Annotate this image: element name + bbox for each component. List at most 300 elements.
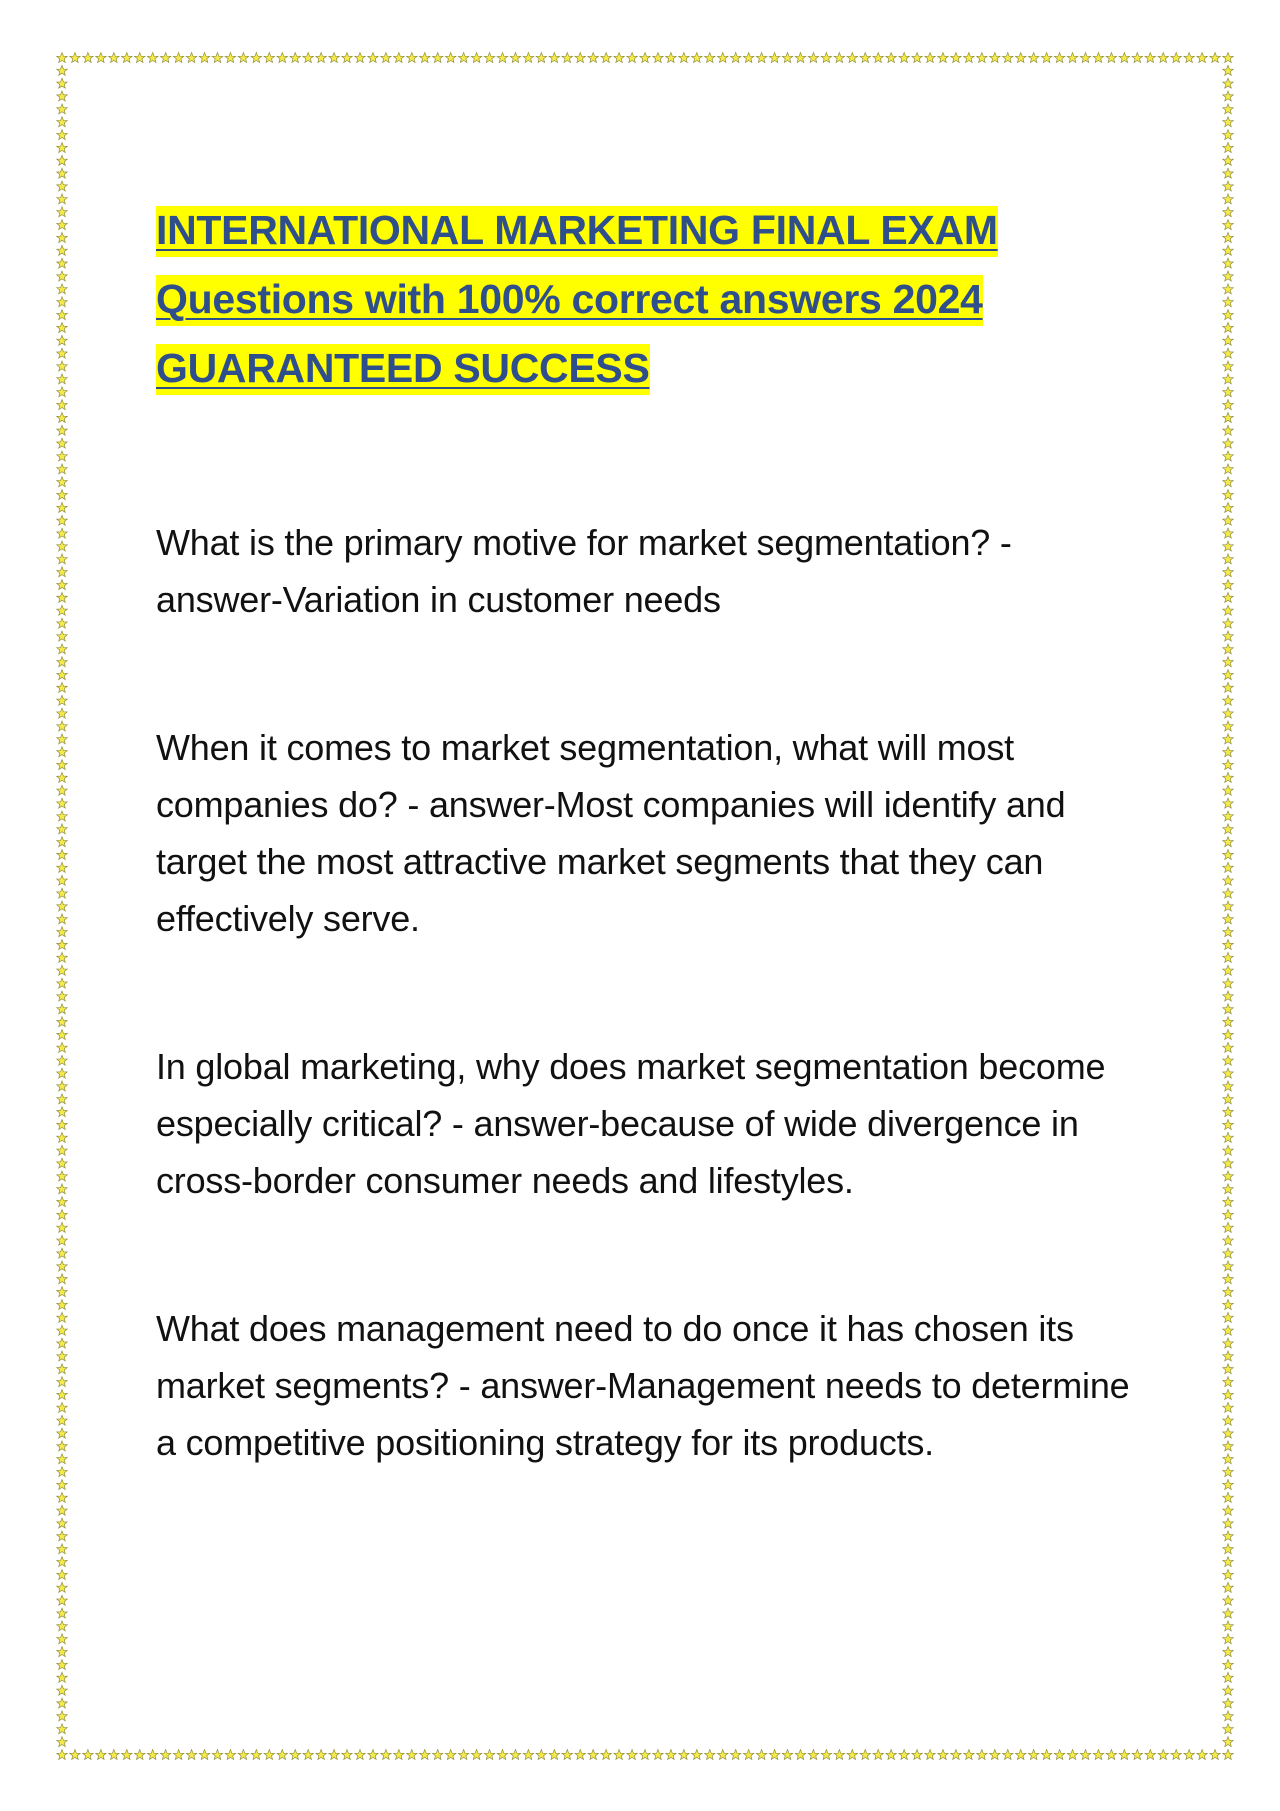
star-icon xyxy=(57,142,68,152)
star-icon xyxy=(990,52,1001,62)
star-icon xyxy=(1223,52,1234,62)
star-icon xyxy=(705,1749,716,1759)
star-icon xyxy=(57,927,68,937)
star-icon xyxy=(1223,1197,1234,1207)
star-icon xyxy=(57,1042,68,1052)
star-icon xyxy=(1223,1479,1234,1489)
star-icon xyxy=(1054,1749,1065,1759)
star-icon xyxy=(899,52,910,62)
star-icon xyxy=(925,52,936,62)
star-icon xyxy=(1223,1184,1234,1194)
star-icon xyxy=(57,708,68,718)
star-icon xyxy=(1223,1724,1234,1734)
star-icon xyxy=(1223,78,1234,88)
star-icon xyxy=(1223,708,1234,718)
star-icon xyxy=(368,1749,379,1759)
star-icon xyxy=(938,52,949,62)
star-icon xyxy=(1158,1749,1169,1759)
star-icon xyxy=(1028,1749,1039,1759)
star-icon xyxy=(1223,1685,1234,1695)
star-icon xyxy=(1223,207,1234,217)
star-icon xyxy=(290,1749,301,1759)
star-icon xyxy=(1223,155,1234,165)
star-icon xyxy=(1223,785,1234,795)
star-icon xyxy=(342,52,353,62)
star-icon xyxy=(1210,52,1221,62)
star-icon xyxy=(549,1749,560,1759)
star-icon xyxy=(1223,592,1234,602)
star-icon xyxy=(1223,618,1234,628)
star-icon xyxy=(1223,644,1234,654)
star-icon xyxy=(57,901,68,911)
star-icon xyxy=(1223,1672,1234,1682)
star-icon xyxy=(951,1749,962,1759)
star-icon xyxy=(1223,837,1234,847)
star-icon xyxy=(238,1749,249,1759)
star-icon xyxy=(717,52,728,62)
star-icon xyxy=(1223,1582,1234,1592)
star-icon xyxy=(57,1454,68,1464)
star-icon xyxy=(1223,1390,1234,1400)
star-icon xyxy=(1223,1068,1234,1078)
star-icon xyxy=(316,52,327,62)
star-icon xyxy=(1223,1402,1234,1412)
star-icon xyxy=(653,1749,664,1759)
star-icon xyxy=(1223,901,1234,911)
star-icon xyxy=(57,207,68,217)
star-icon xyxy=(57,1132,68,1142)
star-icon xyxy=(57,1055,68,1065)
star-icon xyxy=(1223,1505,1234,1515)
star-icon xyxy=(57,1737,68,1747)
star-icon xyxy=(199,1749,210,1759)
star-icon xyxy=(1223,528,1234,538)
star-icon xyxy=(1223,605,1234,615)
star-icon xyxy=(1223,477,1234,487)
star-icon xyxy=(717,1749,728,1759)
qa-item: What is the primary motive for market segmentation? - answer-Variation in customer needs xyxy=(156,522,1012,620)
star-icon xyxy=(57,1197,68,1207)
star-icon xyxy=(1132,1749,1143,1759)
star-icon xyxy=(57,1351,68,1361)
star-icon xyxy=(57,387,68,397)
star-icon xyxy=(588,52,599,62)
star-icon xyxy=(394,1749,405,1759)
star-icon xyxy=(57,862,68,872)
star-icon xyxy=(277,1749,288,1759)
star-icon xyxy=(57,1030,68,1040)
star-icon xyxy=(57,271,68,281)
star-icon xyxy=(57,168,68,178)
star-icon xyxy=(57,631,68,641)
star-icon xyxy=(57,914,68,924)
star-icon xyxy=(1223,117,1234,127)
star-icon xyxy=(1223,451,1234,461)
star-icon xyxy=(57,991,68,1001)
star-icon xyxy=(122,1749,133,1759)
star-icon xyxy=(1223,965,1234,975)
star-icon xyxy=(1184,1749,1195,1759)
star-icon xyxy=(1223,412,1234,422)
star-icon xyxy=(57,760,68,770)
star-icon xyxy=(57,1402,68,1412)
star-icon xyxy=(1223,438,1234,448)
star-icon xyxy=(57,657,68,667)
star-icon xyxy=(1158,52,1169,62)
star-icon xyxy=(1223,1595,1234,1605)
star-icon xyxy=(1223,322,1234,332)
star-icon xyxy=(938,1749,949,1759)
star-icon xyxy=(614,1749,625,1759)
star-icon xyxy=(57,605,68,615)
star-icon xyxy=(1223,695,1234,705)
star-icon xyxy=(57,1107,68,1117)
star-icon xyxy=(1223,335,1234,345)
star-icon xyxy=(1080,52,1091,62)
star-icon xyxy=(57,1004,68,1014)
star-icon xyxy=(964,52,975,62)
star-icon xyxy=(83,1749,94,1759)
star-icon xyxy=(847,1749,858,1759)
star-icon xyxy=(666,1749,677,1759)
star-icon xyxy=(57,335,68,345)
star-icon xyxy=(458,1749,469,1759)
star-icon xyxy=(1223,541,1234,551)
star-icon xyxy=(964,1749,975,1759)
star-icon xyxy=(57,1068,68,1078)
star-icon xyxy=(1067,52,1078,62)
star-icon xyxy=(1223,1454,1234,1464)
star-icon xyxy=(57,837,68,847)
star-icon xyxy=(355,1749,366,1759)
star-icon xyxy=(1223,1325,1234,1335)
star-icon xyxy=(57,1608,68,1618)
star-icon xyxy=(1145,1749,1156,1759)
star-icon xyxy=(743,52,754,62)
star-icon xyxy=(70,52,81,62)
star-icon xyxy=(57,1441,68,1451)
star-icon xyxy=(653,52,664,62)
star-icon xyxy=(57,1505,68,1515)
star-icon xyxy=(1223,1698,1234,1708)
star-icon xyxy=(381,1749,392,1759)
star-icon xyxy=(407,1749,418,1759)
star-icon xyxy=(1223,721,1234,731)
star-icon xyxy=(57,965,68,975)
star-icon xyxy=(601,1749,612,1759)
star-icon xyxy=(1223,1222,1234,1232)
star-icon xyxy=(1223,1377,1234,1387)
star-icon xyxy=(57,502,68,512)
star-icon xyxy=(212,52,223,62)
star-icon xyxy=(329,52,340,62)
star-icon xyxy=(1223,1210,1234,1220)
star-icon xyxy=(1223,580,1234,590)
star-icon xyxy=(1223,670,1234,680)
star-icon xyxy=(1223,387,1234,397)
star-icon xyxy=(1223,1351,1234,1361)
star-icon xyxy=(1093,1749,1104,1759)
star-icon xyxy=(419,1749,430,1759)
star-icon xyxy=(57,1235,68,1245)
star-icon xyxy=(57,412,68,422)
star-icon xyxy=(109,1749,120,1759)
star-icon xyxy=(57,245,68,255)
star-icon xyxy=(562,52,573,62)
star-icon xyxy=(57,1724,68,1734)
star-icon xyxy=(57,618,68,628)
star-icon xyxy=(1223,927,1234,937)
star-icon xyxy=(834,1749,845,1759)
star-icon xyxy=(730,52,741,62)
star-icon xyxy=(57,1428,68,1438)
star-icon xyxy=(57,477,68,487)
star-icon xyxy=(134,1749,145,1759)
star-icon xyxy=(57,1621,68,1631)
star-icon xyxy=(1119,1749,1130,1759)
star-icon xyxy=(186,52,197,62)
star-icon xyxy=(57,155,68,165)
star-icon xyxy=(1223,348,1234,358)
star-icon xyxy=(57,361,68,371)
star-icon xyxy=(1223,1441,1234,1451)
star-icon xyxy=(57,978,68,988)
star-icon xyxy=(860,52,871,62)
star-icon xyxy=(57,1210,68,1220)
star-icon xyxy=(57,220,68,230)
qa-item: When it comes to market segmentation, what will most companies do? - answer-Most companies will identify and target the most attractive market segments that they can effectively serve. xyxy=(156,727,1066,939)
star-icon xyxy=(1223,1711,1234,1721)
star-icon xyxy=(57,1158,68,1168)
star-icon xyxy=(1223,258,1234,268)
star-icon xyxy=(1223,1647,1234,1657)
star-icon xyxy=(109,52,120,62)
star-icon xyxy=(57,1698,68,1708)
star-icon xyxy=(57,875,68,885)
star-icon xyxy=(57,592,68,602)
star-icon xyxy=(57,644,68,654)
star-icon xyxy=(251,1749,262,1759)
star-icon xyxy=(1223,850,1234,860)
star-icon xyxy=(57,515,68,525)
star-icon xyxy=(407,52,418,62)
star-icon xyxy=(57,554,68,564)
star-icon xyxy=(147,52,158,62)
star-icon xyxy=(497,52,508,62)
qa-item: In global marketing, why does market segmentation become especially critical? - answer-because of wide divergence in cross-border consumer needs and lifestyles. xyxy=(156,1046,1106,1201)
star-icon xyxy=(1223,425,1234,435)
star-icon xyxy=(57,1479,68,1489)
star-icon xyxy=(57,1287,68,1297)
star-icon xyxy=(1197,52,1208,62)
star-icon xyxy=(57,670,68,680)
star-icon xyxy=(57,567,68,577)
star-icon xyxy=(1093,52,1104,62)
title-line: Questions with 100% correct answers 2024 xyxy=(156,275,983,326)
star-icon xyxy=(316,1749,327,1759)
star-icon xyxy=(57,940,68,950)
star-icon xyxy=(1223,978,1234,988)
star-icon xyxy=(57,1312,68,1322)
star-icon xyxy=(1223,1171,1234,1181)
star-icon xyxy=(57,117,68,127)
star-icon xyxy=(57,1569,68,1579)
star-icon xyxy=(1223,1030,1234,1040)
star-icon xyxy=(1119,52,1130,62)
star-icon xyxy=(1223,1518,1234,1528)
star-icon xyxy=(57,1647,68,1657)
title-line: GUARANTEED SUCCESS xyxy=(156,344,650,395)
star-icon xyxy=(1145,52,1156,62)
star-icon xyxy=(1223,747,1234,757)
star-icon xyxy=(57,1672,68,1682)
star-icon xyxy=(57,772,68,782)
star-icon xyxy=(1223,682,1234,692)
star-icon xyxy=(588,1749,599,1759)
star-icon xyxy=(1080,1749,1091,1759)
star-icon xyxy=(173,1749,184,1759)
star-icon xyxy=(1171,52,1182,62)
star-icon xyxy=(57,1145,68,1155)
star-icon xyxy=(1223,1042,1234,1052)
star-icon xyxy=(484,52,495,62)
qa-item: What does management need to do once it has chosen its market segments? - answer-Management needs to determine a competitive positioning strategy for its products. xyxy=(156,1308,1130,1463)
star-icon xyxy=(575,52,586,62)
star-icon xyxy=(57,1222,68,1232)
star-icon xyxy=(1184,52,1195,62)
star-icon xyxy=(1015,52,1026,62)
star-icon xyxy=(57,425,68,435)
star-icon xyxy=(1223,490,1234,500)
star-icon xyxy=(57,451,68,461)
star-icon xyxy=(679,52,690,62)
title-line: INTERNATIONAL MARKETING FINAL EXAM xyxy=(156,206,998,257)
star-icon xyxy=(808,52,819,62)
star-icon xyxy=(601,52,612,62)
star-icon xyxy=(860,1749,871,1759)
star-icon xyxy=(238,52,249,62)
star-icon xyxy=(57,1248,68,1258)
star-icon xyxy=(1223,502,1234,512)
star-icon xyxy=(1223,245,1234,255)
star-icon xyxy=(1223,1235,1234,1245)
star-icon xyxy=(57,297,68,307)
star-icon xyxy=(977,52,988,62)
star-icon xyxy=(57,348,68,358)
star-icon xyxy=(640,1749,651,1759)
star-icon xyxy=(57,528,68,538)
star-icon xyxy=(1132,52,1143,62)
star-icon xyxy=(769,1749,780,1759)
star-icon xyxy=(1223,824,1234,834)
star-icon xyxy=(523,52,534,62)
star-icon xyxy=(342,1749,353,1759)
document-title xyxy=(156,196,1136,403)
star-icon xyxy=(1223,1132,1234,1142)
star-icon xyxy=(57,682,68,692)
star-icon xyxy=(1223,284,1234,294)
star-icon xyxy=(57,258,68,268)
star-icon xyxy=(1223,65,1234,75)
star-icon xyxy=(1223,91,1234,101)
star-icon xyxy=(912,1749,923,1759)
star-icon xyxy=(1223,811,1234,821)
star-icon xyxy=(1223,1364,1234,1374)
star-icon xyxy=(57,1749,68,1759)
star-icon xyxy=(1223,297,1234,307)
star-icon xyxy=(57,1595,68,1605)
star-icon xyxy=(57,1685,68,1695)
star-icon xyxy=(834,52,845,62)
star-icon xyxy=(57,721,68,731)
star-icon xyxy=(57,1711,68,1721)
star-icon xyxy=(57,1377,68,1387)
star-icon xyxy=(303,52,314,62)
star-icon xyxy=(977,1749,988,1759)
star-icon xyxy=(730,1749,741,1759)
star-icon xyxy=(1223,361,1234,371)
star-icon xyxy=(1223,1094,1234,1104)
star-icon xyxy=(57,1492,68,1502)
star-icon xyxy=(795,1749,806,1759)
star-icon xyxy=(1054,52,1065,62)
star-icon xyxy=(303,1749,314,1759)
star-icon xyxy=(873,1749,884,1759)
star-icon xyxy=(536,1749,547,1759)
star-icon xyxy=(1106,52,1117,62)
star-icon xyxy=(679,1749,690,1759)
star-icon xyxy=(57,811,68,821)
star-icon xyxy=(1223,798,1234,808)
star-icon xyxy=(57,78,68,88)
star-icon xyxy=(419,52,430,62)
star-icon xyxy=(225,52,236,62)
star-icon xyxy=(484,1749,495,1759)
star-icon xyxy=(57,1171,68,1181)
star-icon xyxy=(1223,104,1234,114)
star-icon xyxy=(886,52,897,62)
star-icon xyxy=(1223,142,1234,152)
star-icon xyxy=(57,888,68,898)
star-icon xyxy=(1223,1274,1234,1284)
star-icon xyxy=(925,1749,936,1759)
star-icon xyxy=(756,1749,767,1759)
star-icon xyxy=(57,1467,68,1477)
star-icon xyxy=(1223,400,1234,410)
star-icon xyxy=(445,52,456,62)
star-icon xyxy=(1223,1659,1234,1669)
star-icon xyxy=(445,1749,456,1759)
star-icon xyxy=(1223,1749,1234,1759)
star-icon xyxy=(1223,515,1234,525)
star-icon xyxy=(57,952,68,962)
star-icon xyxy=(57,580,68,590)
star-icon xyxy=(471,52,482,62)
star-icon xyxy=(1223,1531,1234,1541)
star-icon xyxy=(1223,310,1234,320)
star-icon xyxy=(57,130,68,140)
star-icon xyxy=(1028,52,1039,62)
star-icon xyxy=(886,1749,897,1759)
star-icon xyxy=(57,65,68,75)
star-icon xyxy=(1223,374,1234,384)
star-icon xyxy=(251,52,262,62)
star-icon xyxy=(705,52,716,62)
star-icon xyxy=(1223,1312,1234,1322)
star-icon xyxy=(355,52,366,62)
star-icon xyxy=(57,747,68,757)
star-icon xyxy=(1041,52,1052,62)
